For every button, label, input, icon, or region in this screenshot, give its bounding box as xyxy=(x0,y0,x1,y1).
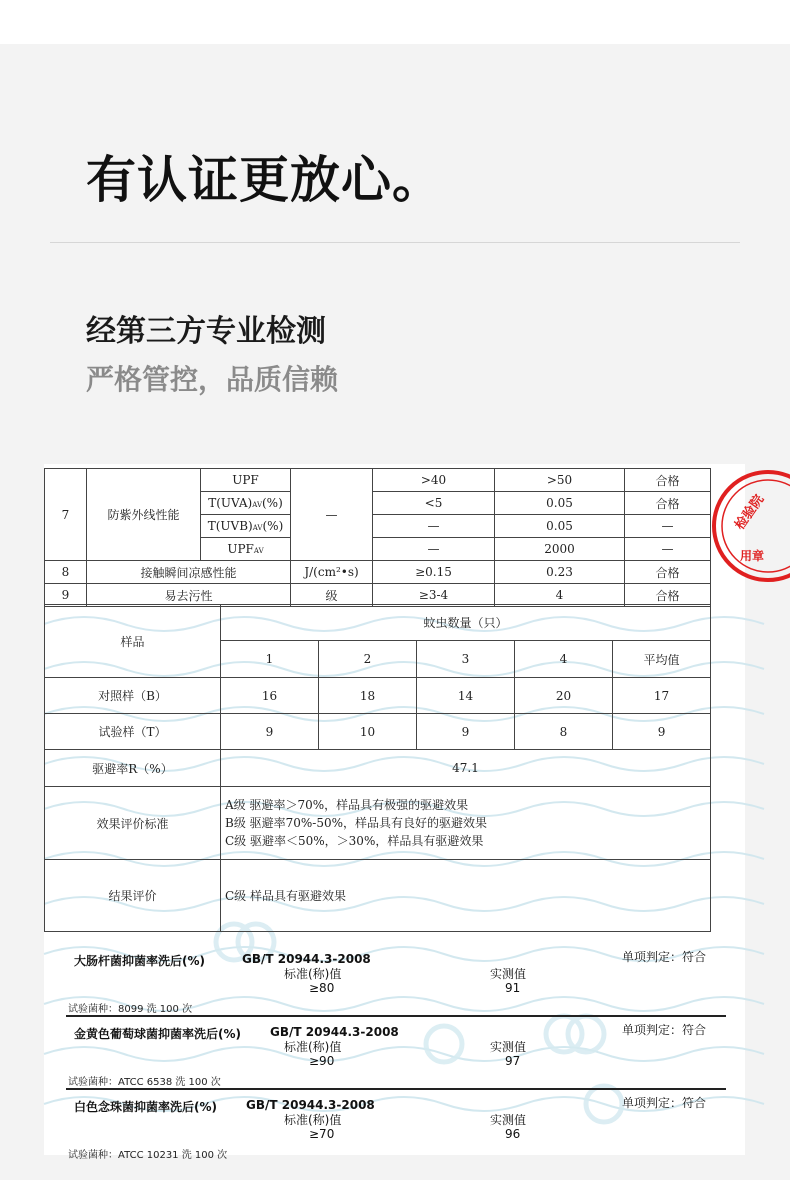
sample-header: 样品 xyxy=(45,605,221,678)
result-title: 白色念珠菌抑菌率洗后(%) xyxy=(74,1100,217,1114)
row-label: 对照样（B） xyxy=(45,678,221,714)
standard-value-header: 标准(称)值 xyxy=(284,967,342,981)
result-judgement: 单项判定：符合 xyxy=(622,950,707,964)
row-label: 结果评价 xyxy=(45,860,221,932)
requirement-cell: ≥3-4 xyxy=(373,584,495,607)
result-judgement: 单项判定：符合 xyxy=(622,1023,707,1037)
row-label: 效果评价标准 xyxy=(45,787,221,860)
requirement-cell: ≥0.15 xyxy=(373,561,495,584)
param-uvb: T(UVB)AV(%) xyxy=(201,515,291,538)
row-label: 试验样（T） xyxy=(45,714,221,750)
mosquito-repellent-table xyxy=(44,604,711,932)
result-cell: 2000 xyxy=(495,538,625,561)
divider-line xyxy=(66,1088,726,1090)
divider xyxy=(50,242,740,243)
param-upf-av: UPFAV xyxy=(201,538,291,561)
criteria-cell xyxy=(221,787,711,860)
verdict-cell: — xyxy=(625,538,711,561)
row-label: 驱避率R（%） xyxy=(45,750,221,787)
table-cell: 14 xyxy=(417,678,515,714)
row-number: 9 xyxy=(45,584,87,607)
table-cell: 20 xyxy=(515,678,613,714)
result-cell: 4 xyxy=(495,584,625,607)
table-cell: 9 xyxy=(417,714,515,750)
verdict-cell: — xyxy=(625,515,711,538)
table-cell: 10 xyxy=(319,714,417,750)
column-header: 1 xyxy=(221,641,319,678)
result-cell: 0.05 xyxy=(495,492,625,515)
measured-value: 91 xyxy=(505,981,521,995)
column-header: 4 xyxy=(515,641,613,678)
row-number: 8 xyxy=(45,561,87,584)
measured-value-header: 实测值 xyxy=(490,1113,527,1127)
verdict-cell: 合格 xyxy=(625,584,711,607)
requirement-cell: — xyxy=(373,538,495,561)
item-name: 接触瞬间凉感性能 xyxy=(87,561,291,584)
measured-value: 97 xyxy=(505,1054,521,1068)
count-header: 蚊虫数量（只） xyxy=(221,605,711,641)
standard-value: ≥70 xyxy=(309,1127,335,1141)
result-standard: GB/T 20944.3-2008 xyxy=(242,952,371,966)
unit-cell: 级 xyxy=(291,584,373,607)
unit-cell: J/(cm²•s) xyxy=(291,561,373,584)
param-uva: T(UVA)AV(%) xyxy=(201,492,291,515)
requirement-cell: — xyxy=(373,515,495,538)
conclusion-cell: C级 样品具有驱避效果 xyxy=(221,860,711,932)
result-judgement: 单项判定：符合 xyxy=(622,1096,707,1110)
result-standard: GB/T 20944.3-2008 xyxy=(270,1025,399,1039)
param-upf: UPF xyxy=(201,469,291,492)
measured-value-header: 实测值 xyxy=(490,967,527,981)
test-strain: 试验菌种：ATCC 6538 洗 100 次 xyxy=(68,1077,221,1088)
criteria-line: C级 驱避率＜50%，＞30%，样品具有驱避效果 xyxy=(225,834,484,848)
table-cell: 16 xyxy=(221,678,319,714)
result-title: 金黄色葡萄球菌抑菌率洗后(%) xyxy=(74,1027,241,1041)
top-bar xyxy=(0,0,790,44)
verdict-cell: 合格 xyxy=(625,561,711,584)
result-standard: GB/T 20944.3-2008 xyxy=(246,1098,375,1112)
seal-text: 检验院 xyxy=(732,492,768,533)
antibacterial-result xyxy=(44,1021,745,1091)
test-report-document xyxy=(44,464,768,1161)
result-cell: 0.23 xyxy=(495,561,625,584)
subtitle-main: 经第三方专业检测 xyxy=(86,314,326,349)
result-cell: >50 xyxy=(495,469,625,492)
column-header: 平均值 xyxy=(613,641,711,678)
unit-cell: — xyxy=(291,469,373,561)
seal-text-2: 用章 xyxy=(740,549,765,563)
column-header: 3 xyxy=(417,641,515,678)
row-number: 7 xyxy=(45,469,87,561)
divider-line xyxy=(66,1015,726,1017)
measured-value-header: 实测值 xyxy=(490,1040,527,1054)
verdict-cell: 合格 xyxy=(625,492,711,515)
standard-value: ≥90 xyxy=(309,1054,335,1068)
test-strain: 试验菌种：8099 洗 100 次 xyxy=(68,1004,193,1015)
antibacterial-result xyxy=(44,1094,745,1164)
standard-value-header: 标准(称)值 xyxy=(284,1040,342,1054)
antibacterial-result xyxy=(44,948,745,1018)
table-cell: 9 xyxy=(613,714,711,750)
standard-value-header: 标准(称)值 xyxy=(284,1113,342,1127)
criteria-line: B级 驱避率70%-50%，样品具有良好的驱避效果 xyxy=(225,816,488,830)
uv-performance-table xyxy=(44,468,711,607)
requirement-cell: <5 xyxy=(373,492,495,515)
red-seal-stamp xyxy=(708,464,782,614)
subtitle-sub: 严格管控，品质信赖 xyxy=(86,363,339,396)
item-name: 易去污性 xyxy=(87,584,291,607)
table-cell: 9 xyxy=(221,714,319,750)
criteria-line: A级 驱避率＞70%，样品具有极强的驱避效果 xyxy=(225,798,469,812)
table-cell: 17 xyxy=(613,678,711,714)
table-cell: 8 xyxy=(515,714,613,750)
result-title: 大肠杆菌抑菌率洗后(%) xyxy=(74,954,205,968)
verdict-cell: 合格 xyxy=(625,469,711,492)
page-headline: 有认证更放心。 xyxy=(86,151,443,209)
standard-value: ≥80 xyxy=(309,981,335,995)
test-strain: 试验菌种：ATCC 10231 洗 100 次 xyxy=(68,1150,228,1161)
repellent-rate-value: 47.1 xyxy=(221,750,711,787)
table-cell: 18 xyxy=(319,678,417,714)
measured-value: 96 xyxy=(505,1127,521,1141)
requirement-cell: >40 xyxy=(373,469,495,492)
item-name: 防紫外线性能 xyxy=(87,469,201,561)
result-cell: 0.05 xyxy=(495,515,625,538)
column-header: 2 xyxy=(319,641,417,678)
